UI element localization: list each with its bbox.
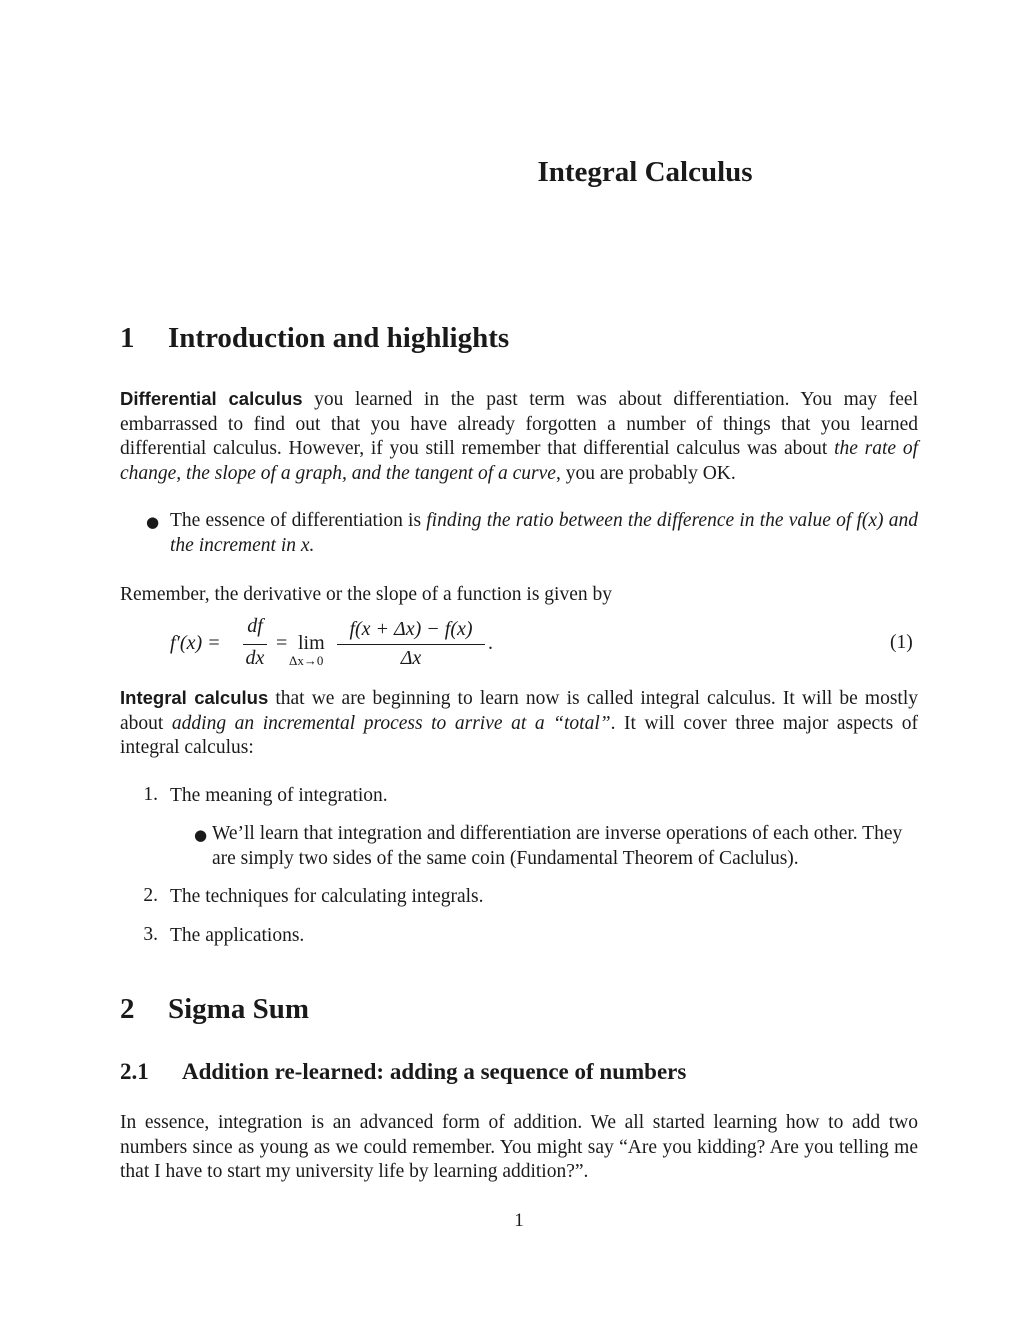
limit-subscript: Δx→0 xyxy=(289,653,324,668)
integral-calculus-paragraph xyxy=(120,686,918,761)
fraction-bar xyxy=(243,644,267,645)
limit-operator: lim xyxy=(298,632,325,654)
paragraph-text: you learned in the past term was about differentiation. You may feel embarrassed to find out that you have already forgotten a number of things that you learned differential calculus. However, if you still remember that differential calculus was about xyxy=(120,389,918,459)
section-2-heading xyxy=(120,993,309,1026)
derivative-lead-paragraph: Remember, the derivative or the slope of a function is given by xyxy=(120,584,612,605)
emphasis-text: adding an incremental process to arrive at a “total” xyxy=(171,712,611,734)
subsection-title: Addition re-learned: adding a sequence of numbers xyxy=(182,1059,687,1084)
emphasis-text: the rate of change, the slope of a graph, and the tangent of a curve xyxy=(120,438,918,484)
fraction-numerator: df xyxy=(247,615,263,637)
subsection-number: 2.1 xyxy=(120,1059,149,1084)
equation-period: . xyxy=(488,632,493,654)
equation-lhs: f′(x) = xyxy=(170,632,221,654)
keyword-differential-calculus: Differential calculus xyxy=(120,388,303,409)
fraction-bar xyxy=(337,644,485,645)
paragraph-text: , you are probably OK. xyxy=(555,462,736,484)
list-number: 3. xyxy=(143,924,158,945)
section-title: Sigma Sum xyxy=(168,993,310,1025)
intro-paragraph xyxy=(120,387,918,486)
list-item-techniques: The techniques for calculating integrals. xyxy=(170,886,484,907)
derivative-equation xyxy=(170,615,670,675)
addition-paragraph: In essence, integration is an advanced form of addition. We all started learning how to add two numbers since as young as we could remember. You might say “Are you kidding? Are you telling me that I have to start my university life by learning addition?”. xyxy=(120,1112,918,1182)
list-item-meaning: The meaning of integration. xyxy=(170,785,388,806)
section-number: 2 xyxy=(120,993,135,1025)
fraction-numerator: f(x + Δx) − f(x) xyxy=(349,618,473,640)
bullet-text: The essence of differentiation is xyxy=(170,510,427,531)
document-title: Integral Calculus xyxy=(537,156,753,188)
equals-sign: = xyxy=(276,632,288,654)
keyword-integral-calculus: Integral calculus xyxy=(120,687,269,708)
subsection-2-1-heading xyxy=(120,1059,686,1085)
section-1-heading xyxy=(120,322,509,355)
sub-bullet-inverse-operations: We’ll learn that integration and differentiation are inverse operations of each other. They are simply two sides of the same coin (Fundamental Theorem of Caclulus). xyxy=(212,823,903,869)
section-number: 1 xyxy=(120,322,135,354)
list-item-applications: The applications. xyxy=(170,925,305,946)
fraction-denominator: dx xyxy=(245,647,265,669)
bullet-item-essence xyxy=(170,509,918,558)
paragraph-text: . It will cover three major aspects of integral calculus: xyxy=(120,712,919,758)
equation-number: (1) xyxy=(890,632,913,653)
emphasis-text: finding the ratio between the difference in the value of f(x) and the increment in x. xyxy=(170,510,918,556)
list-number: 1. xyxy=(143,784,158,805)
fraction-denominator: Δx xyxy=(400,647,422,669)
bullet-marker: ● xyxy=(194,826,208,844)
list-number: 2. xyxy=(143,885,158,906)
paragraph-text: that we are beginning to learn now is called integral calculus. It will be mostly about xyxy=(120,688,918,734)
section-title: Introduction and highlights xyxy=(168,322,510,354)
bullet-marker: ● xyxy=(146,513,160,531)
page-number: 1 xyxy=(514,1210,524,1231)
